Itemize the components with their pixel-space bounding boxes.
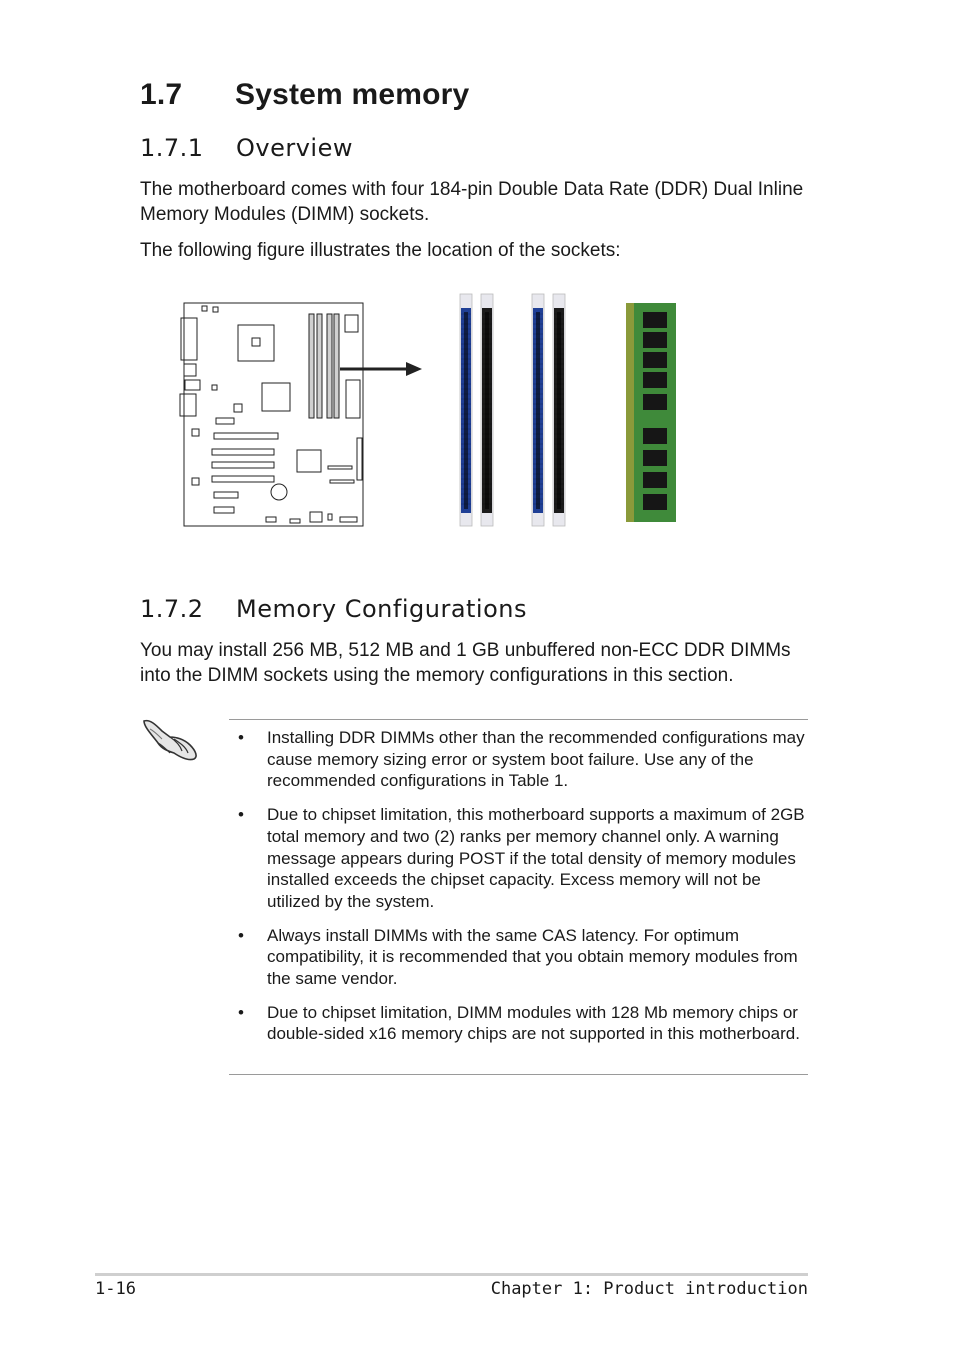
note-text: Due to chipset limitation, DIMM modules with 128 Mb memory chips or double-sided x16 memory chips are not supported in this motherboard. <box>267 1002 800 1044</box>
overview-number: 1.7.1 <box>140 134 204 162</box>
note-item <box>229 925 808 990</box>
dimm-socket <box>553 294 565 526</box>
overview-heading <box>140 134 353 162</box>
pointing-hand-icon <box>140 715 202 763</box>
memory-chip <box>643 450 667 466</box>
memory-chip <box>643 472 667 488</box>
memory-chip <box>643 332 667 348</box>
dimm-socket <box>460 294 472 526</box>
dimm-socket <box>532 294 544 526</box>
motherboard-layout <box>180 303 363 526</box>
overview-title: Overview <box>236 134 353 162</box>
bullet-dot: • <box>238 1002 244 1022</box>
memory-socket-figure <box>168 290 688 535</box>
memory-chip <box>643 394 667 410</box>
section-title: System memory <box>235 78 470 111</box>
section-number: 1.7 <box>140 78 183 111</box>
section-heading <box>140 78 469 112</box>
memory-chip <box>643 352 667 368</box>
note-text: Due to chipset limitation, this motherboard supports a maximum of 2GB total memory and two (2) ranks per memory channel only. A warning message appears during POST if the total density of memory modules installed exceeds the chipset capacity. Excess memory will not be utilized by the system. <box>267 805 805 911</box>
note-bottom-rule <box>229 1074 808 1075</box>
dimm-sockets <box>460 294 565 526</box>
dimm-socket <box>481 294 493 526</box>
ddr-dimm-module <box>626 303 676 522</box>
memory-chip <box>643 428 667 444</box>
bullet-dot: • <box>238 728 244 747</box>
note-list <box>229 727 808 1057</box>
page-number: 1-16 <box>95 1279 136 1299</box>
chapter-title: Chapter 1: Product introduction <box>490 1279 808 1299</box>
note-text: Installing DDR DIMMs other than the recommended configurations may cause memory sizing error or system boot failure. Use any of the recommended configurations in Table 1. <box>267 728 805 791</box>
footer-rule <box>95 1273 808 1276</box>
memory-chip <box>643 372 667 388</box>
figure-intro-paragraph: The following figure illustrates the location of the sockets: <box>140 240 621 261</box>
config-number: 1.7.2 <box>140 595 204 623</box>
bullet-dot: • <box>238 925 244 945</box>
bullet-dot: • <box>238 805 244 825</box>
config-title: Memory Configurations <box>236 595 527 623</box>
note-item <box>229 1002 808 1045</box>
note-text: Always install DIMMs with the same CAS latency. For optimum compatibility, it is recommended that you obtain memory modules from the same vendor. <box>267 925 798 989</box>
config-paragraph: You may install 256 MB, 512 MB and 1 GB unbuffered non-ECC DDR DIMMs into the DIMM sockets using the memory configurations in this section. <box>140 640 791 686</box>
config-heading <box>140 595 527 623</box>
memory-chip <box>643 494 667 510</box>
overview-paragraph: The motherboard comes with four 184-pin Double Data Rate (DDR) Dual Inline Memory Modules (DIMM) sockets. <box>140 179 804 225</box>
note-item <box>229 727 808 792</box>
module-contacts <box>626 303 634 522</box>
note-item <box>229 804 808 913</box>
note-top-rule <box>229 719 808 720</box>
arrow-icon <box>340 362 422 376</box>
memory-chip <box>643 312 667 328</box>
